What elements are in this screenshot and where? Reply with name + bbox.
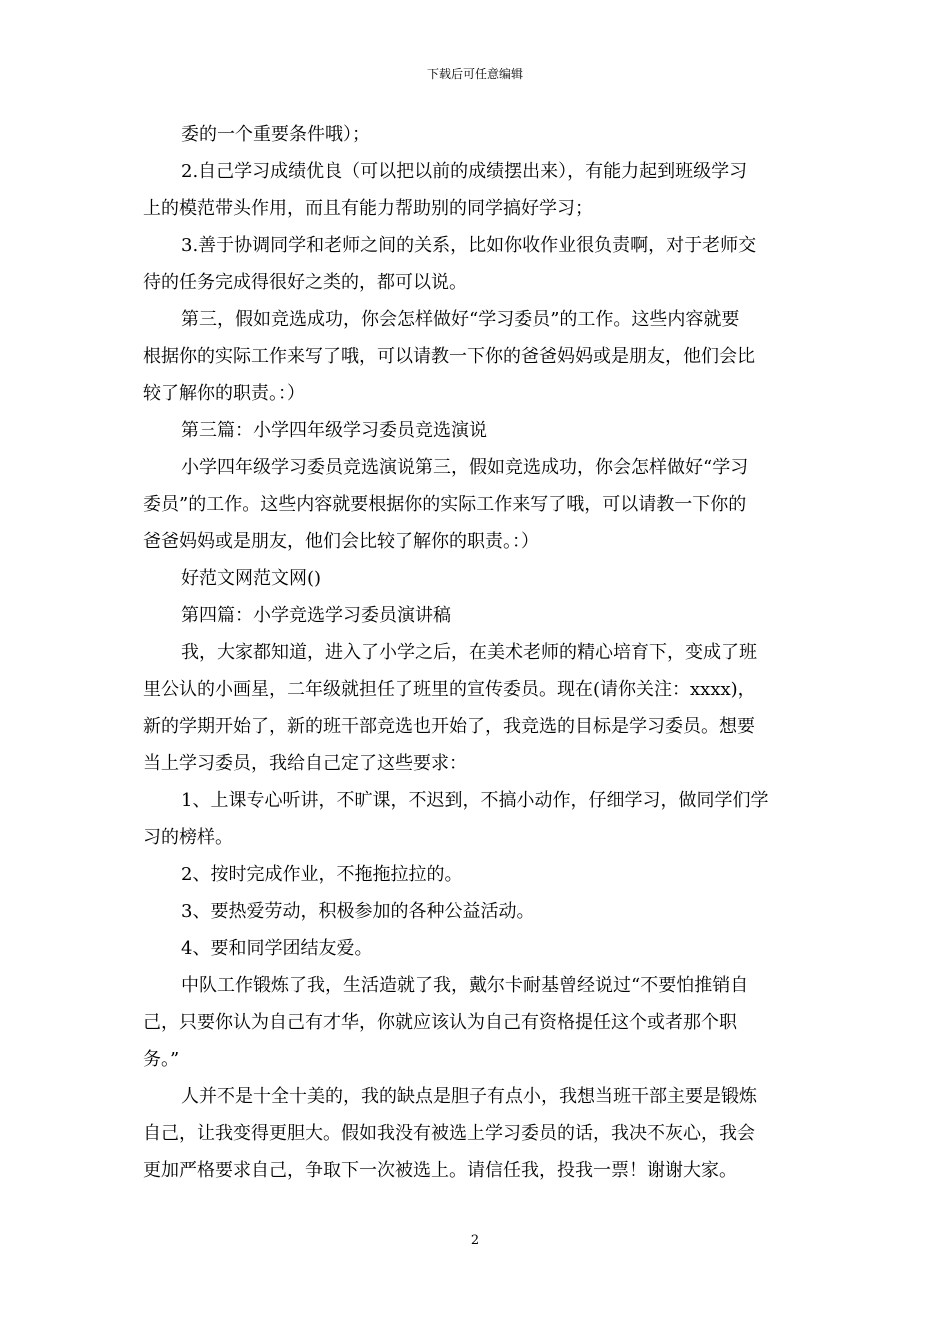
- text-line: 上的模范带头作用，而且有能力帮助别的同学搞好学习；: [143, 198, 593, 219]
- text-line: 2.自己学习成绩优良（可以把以前的成绩摆出来），有能力起到班级学习: [181, 161, 748, 182]
- text-line: 爸爸妈妈或是朋友，他们会比较了解你的职责。：）: [143, 531, 539, 552]
- text-line: 根据你的实际工作来写了哦，可以请教一下你的爸爸妈妈或是朋友，他们会比: [143, 346, 755, 367]
- text-line: 委员”的工作。这些内容就要根据你的实际工作来写了哦，可以请教一下你的: [143, 494, 747, 515]
- document-body: [143, 116, 807, 1189]
- text-line: 我，大家都知道，进入了小学之后，在美术老师的精心培育下，变成了班: [181, 642, 757, 663]
- text-line: 当上学习委员，我给自己定了这些要求：: [143, 753, 467, 774]
- text-line: 小学四年级学习委员竞选演说第三，假如竞选成功，你会怎样做好“学习: [181, 457, 749, 478]
- text-line: 3、要热爱劳动，积极参加的各种公益活动。: [181, 901, 535, 922]
- text-line: 好范文网范文网(): [181, 568, 322, 589]
- text-line: 较了解你的职责。：）: [143, 383, 305, 404]
- text-line: 第四篇：小学竞选学习委员演讲稿: [181, 605, 451, 626]
- text-line: 第三，假如竞选成功，你会怎样做好“学习委员”的工作。这些内容就要: [181, 309, 740, 330]
- text-line: 自己，让我变得更胆大。假如我没有被选上学习委员的话，我决不灰心，我会: [143, 1123, 755, 1144]
- text-line: 务。”: [143, 1049, 180, 1070]
- text-line: 中队工作锻炼了我，生活造就了我，戴尔卡耐基曾经说过“不要怕推销自: [181, 975, 749, 996]
- text-line: 己，只要你认为自己有才华，你就应该认为自己有资格提任这个或者那个职: [143, 1012, 737, 1033]
- text-line: 习的榜样。: [143, 827, 233, 848]
- text-line: 里公认的小画星，二年级就担任了班里的宣传委员。现在(请你关注：xxxx)，: [143, 679, 756, 700]
- page-header: 下载后可任意编辑: [426, 67, 523, 81]
- text-line: 3.善于协调同学和老师之间的关系，比如你收作业很负责啊，对于老师交: [181, 235, 757, 256]
- text-line: 1、上课专心听讲，不旷课，不迟到，不搞小动作，仔细学习，做同学们学: [181, 790, 769, 811]
- text-line: 4、要和同学团结友爱。: [181, 938, 373, 959]
- text-line: 更加严格要求自己，争取下一次被选上。请信任我，投我一票！谢谢大家。: [143, 1160, 737, 1181]
- text-line: 第三篇：小学四年级学习委员竞选演说: [181, 420, 487, 441]
- text-line: 人并不是十全十美的，我的缺点是胆子有点小，我想当班干部主要是锻炼: [181, 1086, 757, 1107]
- text-line: 2、按时完成作业，不拖拖拉拉的。: [181, 864, 463, 885]
- text-line: 委的一个重要条件哦）；: [181, 124, 370, 145]
- text-line: 新的学期开始了，新的班干部竞选也开始了，我竞选的目标是学习委员。想要: [143, 716, 755, 737]
- page-number: 2: [470, 1233, 480, 1248]
- text-line: 待的任务完成得很好之类的，都可以说。: [143, 272, 467, 293]
